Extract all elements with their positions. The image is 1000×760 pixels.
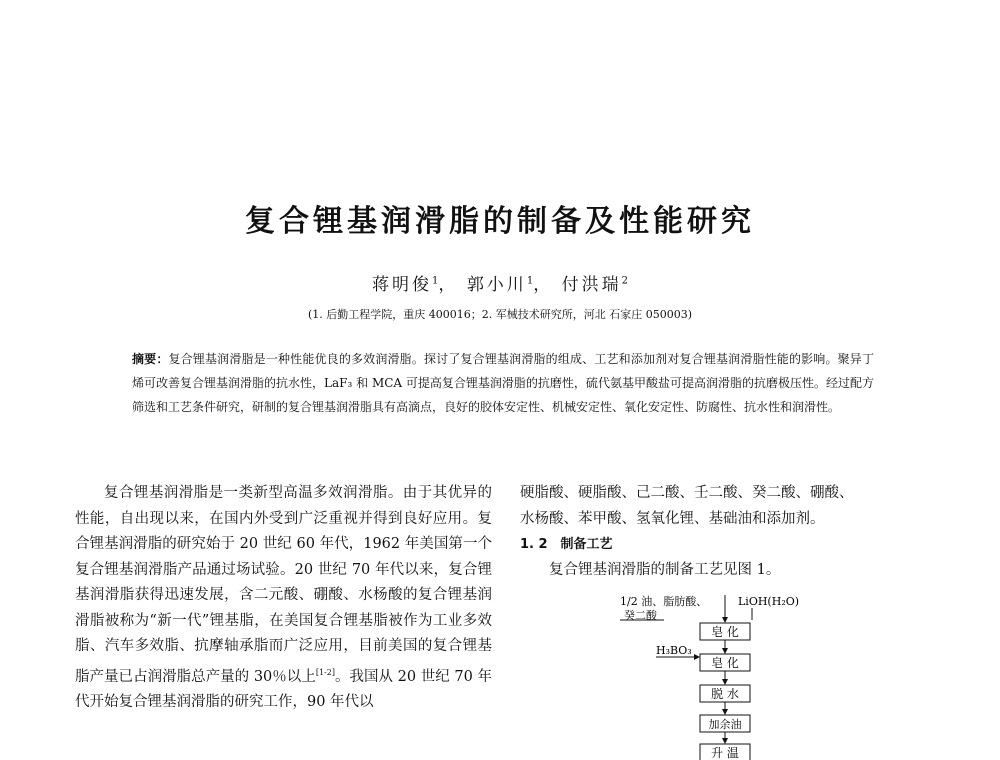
affiliation-mark: 1: [432, 275, 439, 287]
process-step-label: 升 温: [711, 746, 739, 760]
section-heading: 1. 2 制备工艺: [520, 537, 613, 552]
abstract-label: 摘要：: [132, 352, 169, 366]
arrow-head: [722, 738, 728, 744]
materials-line: 水杨酸、苯甲酸、氢氧化锂、基础油和添加剂。: [520, 510, 825, 527]
affiliation-mark: 1: [526, 275, 534, 287]
arrow-head: [722, 617, 728, 623]
input-boric-acid: H₃BO₃: [656, 644, 692, 657]
input-lioh: LiOH(H₂O): [738, 595, 800, 608]
abstract: [132, 347, 874, 419]
arrow-head: [722, 679, 728, 685]
author-name: 蒋明俊: [372, 275, 433, 295]
right-column: [520, 481, 920, 583]
author-separator: ，: [438, 275, 459, 295]
materials-line: 硬脂酸、硬脂酸、己二酸、壬二酸、癸二酸、硼酸、: [520, 485, 854, 501]
input-acids-cont: 癸二酸: [624, 609, 657, 622]
arrow-head: [694, 654, 700, 660]
intro-paragraph: [75, 481, 492, 715]
left-column: [75, 481, 492, 715]
author-name: 郭小川: [466, 275, 527, 295]
affiliation-mark: 2: [621, 275, 628, 287]
intro-text-tail: 。我国从 20 世纪 70 年代开始复合锂基润滑脂的研究工作，90 年代以: [75, 668, 492, 710]
arrow-head: [722, 648, 728, 654]
abstract-text: 复合锂基润滑脂是一种性能优良的多效润滑脂。探讨了复合锂基润滑脂的组成、工艺和添加剂对复合锂基润滑脂性能的影响。聚异丁烯可改善复合锂基润滑脂的抗水性，LaF₃ 和 MCA 可提高复合锂基润滑脂的抗磨性，硫代氨基甲酸盐可提高润滑脂的抗磨极压性。经过配方筛选和工艺条件研究，研制的复合锂基润滑脂具有高滴点，良好的胶体安定性、机械安定性、氧化安定性、防腐性、抗水性和润滑性。: [132, 352, 874, 414]
author-list: [0, 270, 1000, 295]
affiliations: (1. 后勤工程学院，重庆 400016；2. 军械技术研究所，河北 石家庄 050003): [307, 308, 693, 321]
author-name: 付洪瑞: [561, 275, 622, 295]
process-step-label: 皂 化: [711, 625, 739, 639]
process-step-label: 加余油: [708, 718, 742, 731]
section-text: 复合锂基润滑脂的制备工艺见图 1。: [549, 561, 781, 578]
process-step-label: 皂 化: [711, 656, 739, 670]
process-flowchart: [600, 590, 840, 760]
intro-text: 复合锂基润滑脂是一类新型高温多效润滑脂。由于其优异的性能，自出现以来，在国内外受到广泛重视并得到良好应用。复合锂基润滑脂的研究始于 20 世纪 60 年代，1962 年美国第一个复合锂基润滑脂产品通过场试验。20 世纪 70 年代以来，复合锂基润滑脂获得迅速发展，含二元酸、硼酸、水杨酸的复合锂基润滑脂被称为“新一代”锂基脂，在美国复合锂基脂被作为工业多效脂、汽车多效脂、抗摩轴承脂而广泛应用，目前美国的复合锂基脂产量已占润滑脂总产量的 30％以上: [75, 485, 492, 685]
citation: [1-2]: [315, 667, 335, 677]
input-acids: 1/2 油、脂肪酸、: [620, 595, 708, 608]
paper-title: 复合锂基润滑脂的制备及性能研究: [245, 204, 755, 239]
arrow-head: [722, 709, 728, 715]
author-separator: ，: [533, 275, 554, 295]
process-step-label: 脱 水: [711, 687, 739, 701]
